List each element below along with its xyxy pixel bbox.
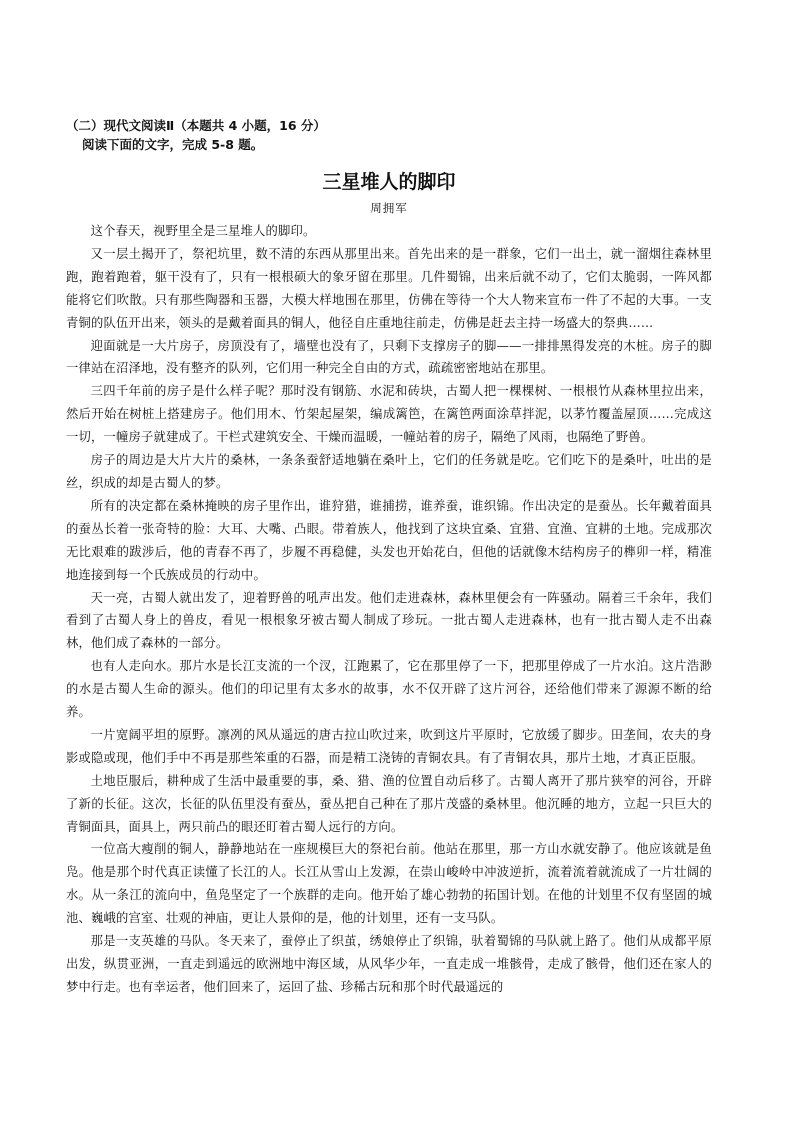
paragraph-5: 房子的周边是大片大片的桑林，一条条蚕舒适地躺在桑叶上，它们的任务就是吃。它们吃下的是桑叶，吐出的是丝，织成的却是古蜀人的梦。 xyxy=(66,453,712,490)
paragraph-2: 又一层土揭开了，祭祀坑里，数不清的东西从那里出来。首先出来的是一群象，它们一出土，就一溜烟往森林里跑，跑着跑着，躯干没有了，只有一根根硕大的象牙留在那里。几件蜀锦，出来后就不动了，它们太脆弱，一阵风都能将它们吹散。只有那些陶器和玉器，大模大样地围在那里，仿佛在等待一个大人物来宣布一件了不起的大事。一支青铜的队伍开出来，领头的是戴着面具的铜人，他径自庄重地往前走，仿佛是赶去主持一场盛大的祭典…… xyxy=(66,246,712,330)
article-author: 周拥军 xyxy=(370,201,408,215)
article-title: 三星堆人的脚印 xyxy=(322,171,456,193)
paragraph-3: 迎面就是一大片房子，房顶没有了，墙壁也没有了，只剩下支撑房子的脚——一排排黑得发亮的木桩。房子的脚一律站在沼泽地，没有整齐的队列，它们用一种完全自由的方式，疏疏密密地站在那里。 xyxy=(66,338,712,376)
paragraph-6: 所有的决定都在桑林掩映的房子里作出，谁狩猎，谁捕捞，谁养蚕，谁织锦。作出决定的是蚕丛。长年戴着面具的蚕丛长着一张奇特的脸：大耳、大嘴、凸眼。带着族人，他找到了这块宜桑、宜猎、宜渔、宜耕的土地。完成那次无比艰难的跋涉后，他的青春不再了，步履不再稳健，头发也开始花白，但他的话就像木结构房子的榫卯一样，精准地连接到每一个氏族成员的行动中。 xyxy=(66,498,712,582)
paragraph-9: 一片宽阔平坦的原野。凛冽的风从遥远的唐古拉山吹过来，吹到这片平原时，它放缓了脚步。田垄间，农夫的身影或隐或现，他们手中不再是那些笨重的石器，而是精工浇铸的青铜农具。有了青铜农具，那片土地，才真正臣服。 xyxy=(66,727,712,765)
paragraph-8: 也有人走向水。那片水是长江支流的一个汊，江跑累了，它在那里停了一下，把那里停成了一片水泊。这片浩渺的水是古蜀人生命的源头。他们的印记里有太多水的故事，水不仅开辟了这片河谷，还给他们带来了源源不断的给养。 xyxy=(66,659,712,720)
section-header: （二）现代文阅读Ⅱ（本题共 4 小题，16 分） xyxy=(66,118,326,133)
paragraph-10: 土地臣服后，耕种成了生活中最重要的事，桑、猎、渔的位置自动后移了。古蜀人离开了那片狭窄的河谷，开辟了新的长征。这次，长征的队伍里没有蚕丛，蚕丛把自己种在了那片茂盛的桑林里。他沉睡的地方，立起一只巨大的青铜面具，面具上，两只前凸的眼还盯着古蜀人远行的方向。 xyxy=(66,773,712,834)
paragraph-7: 天一亮，古蜀人就出发了，迎着野兽的吼声出发。他们走进森林，森林里便会有一阵骚动。隔着三千余年，我们看到了古蜀人身上的兽皮，看见一根根象牙被古蜀人制成了珍玩。一批古蜀人走进森林，也有一批古蜀人走不出森林，他们成了森林的一部分。 xyxy=(66,590,712,651)
paragraph-11: 一位高大瘦削的铜人，静静地站在一座规模巨大的祭祀台前。他站在那里，那一方山水就安静了。他应该就是鱼凫。他是那个时代真正读懂了长江的人。长江从雪山上发源，在崇山峻岭中冲波逆折，流着流着就流成了一片壮阔的水。从一条江的流向中，鱼凫坚定了一个族群的走向。他开始了雄心勃勃的拓国计划。在他的计划里不仅有坚固的城池、巍峨的宫室、壮观的神庙，更让人景仰的是，他的计划里，还有一支马队。 xyxy=(66,842,712,926)
article-body xyxy=(66,220,712,999)
section-instruction: 阅读下面的文字，完成 5-8 题。 xyxy=(82,137,264,152)
paragraph-12: 那是一支英雄的马队。冬天来了，蚕停止了织茧，绣娘停止了织锦，驮着蜀锦的马队就上路了。他们从成都平原出发，纵贯亚洲，一直走到遥远的欧洲地中海区域，从风华少年，一直走成一堆骸骨，走成了骸骨，他们还在家人的梦中行走。也有幸运者，他们回来了，运回了盐、珍稀古玩和那个时代最遥远的 xyxy=(66,934,712,994)
paragraph-1: 这个春天，视野里全是三星堆人的脚印。 xyxy=(90,224,316,238)
paragraph-4: 三四千年前的房子是什么样子呢？那时没有钢筋、水泥和砖块，古蜀人把一棵棵树、一根根竹从森林里拉出来，然后开始在树桩上搭建房子。他们用木、竹架起屋架，编成篱笆，在篱笆两面涂草拌泥，以茅竹覆盖屋顶……完成这一切，一幢房子就建成了。干栏式建筑安全、干燥而温暖，一幢站着的房子，隔绝了风雨，也隔绝了野兽。 xyxy=(66,384,712,445)
